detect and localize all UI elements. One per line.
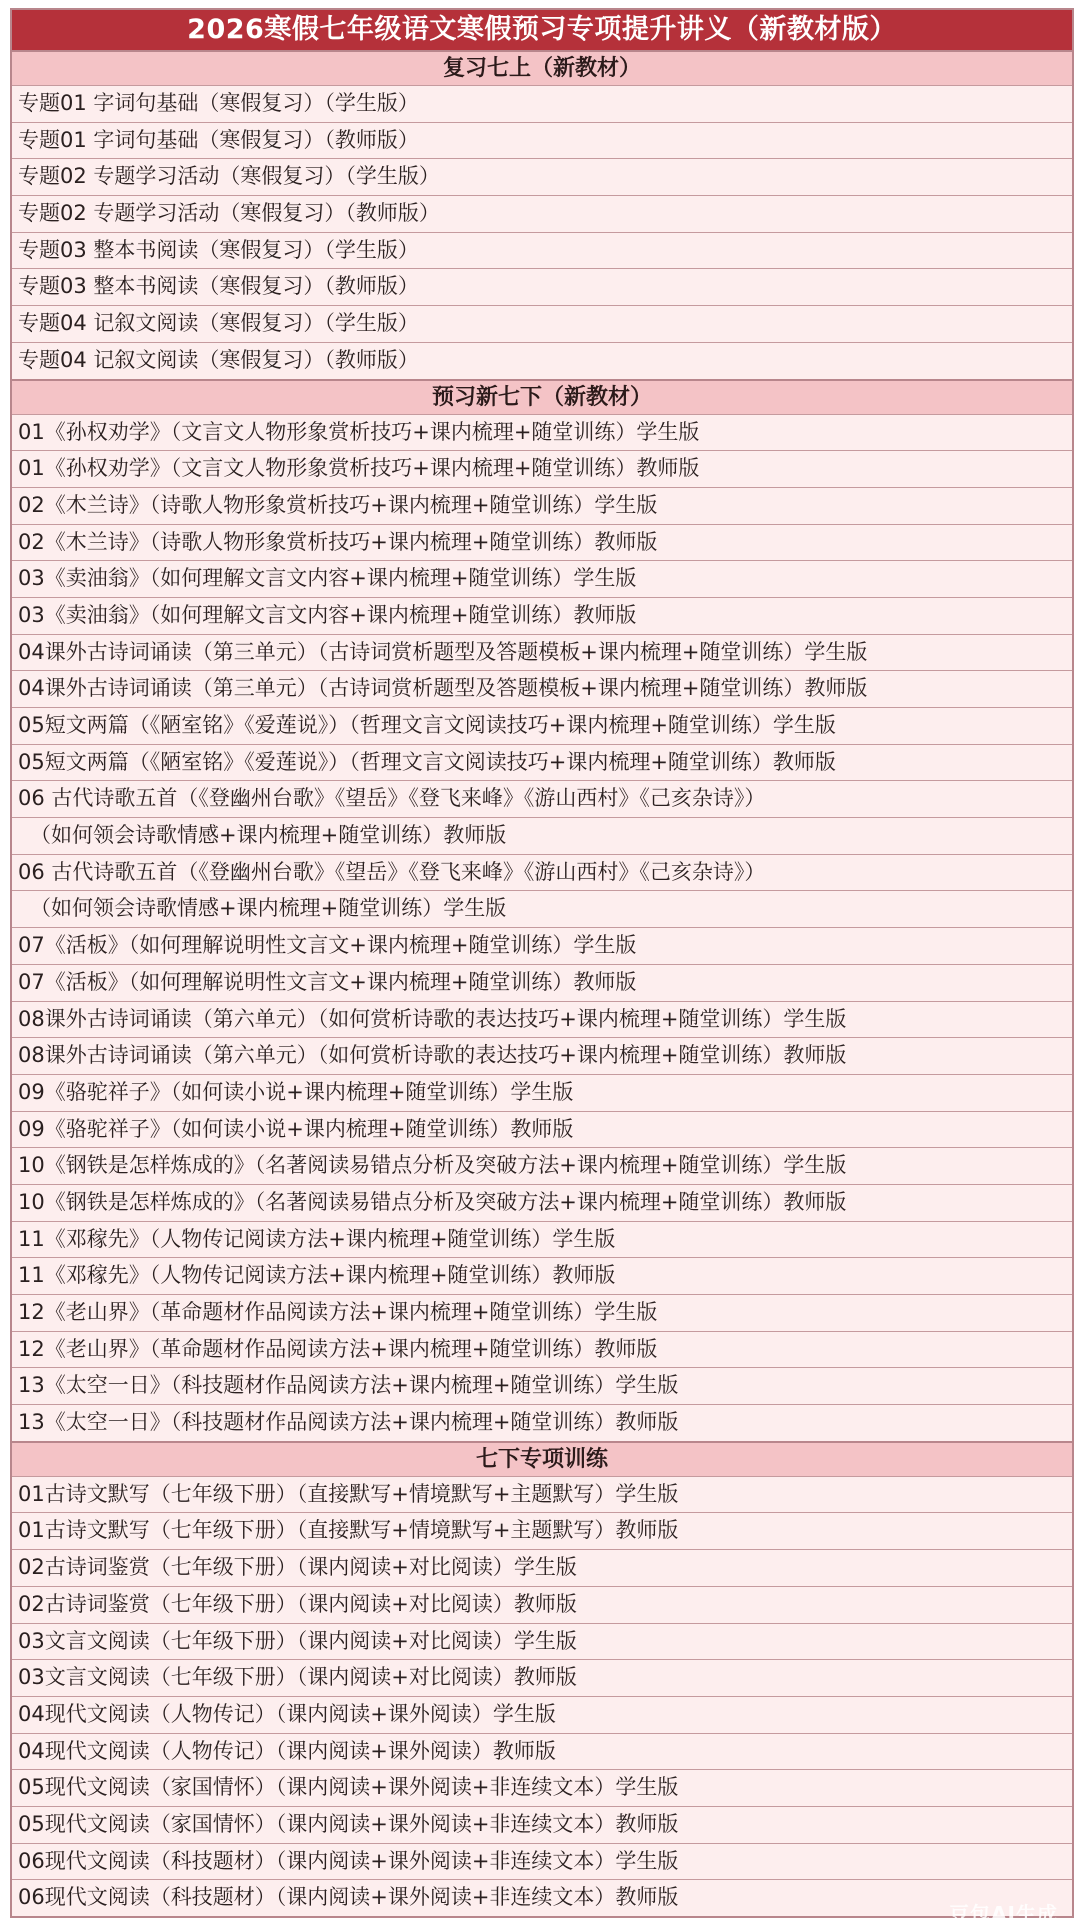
list-item: 08课外古诗词诵读（第六单元）（如何赏析诗歌的表达技巧+课内梳理+随堂训练）学生版 xyxy=(12,1001,1072,1038)
list-item: 13《太空一日》（科技题材作品阅读方法+课内梳理+随堂训练）教师版 xyxy=(12,1404,1072,1441)
list-item: 06 古代诗歌五首（《登幽州台歌》《望岳》《登飞来峰》《游山西村》《己亥杂诗》） xyxy=(12,854,1072,891)
list-item: 10《钢铁是怎样炼成的》（名著阅读易错点分析及突破方法+课内梳理+随堂训练）学生版 xyxy=(12,1147,1072,1184)
list-item: 10《钢铁是怎样炼成的》（名著阅读易错点分析及突破方法+课内梳理+随堂训练）教师版 xyxy=(12,1184,1072,1221)
list-item: 专题01 字词句基础（寒假复习）（教师版） xyxy=(12,122,1072,159)
list-item: 01古诗文默写（七年级下册）（直接默写+情境默写+主题默写）教师版 xyxy=(12,1512,1072,1549)
list-item: 12《老山界》（革命题材作品阅读方法+课内梳理+随堂训练）学生版 xyxy=(12,1294,1072,1331)
list-item: 专题04 记叙文阅读（寒假复习）（教师版） xyxy=(12,342,1072,379)
list-item: 专题04 记叙文阅读（寒假复习）（学生版） xyxy=(12,305,1072,342)
list-item: 02古诗词鉴赏（七年级下册）（课内阅读+对比阅读）教师版 xyxy=(12,1586,1072,1623)
list-item: 03《卖油翁》（如何理解文言文内容+课内梳理+随堂训练）教师版 xyxy=(12,597,1072,634)
list-item: 04课外古诗词诵读（第三单元）（古诗词赏析题型及答题模板+课内梳理+随堂训练）学生版 xyxy=(12,634,1072,671)
list-item: 05短文两篇（《陋室铭》《爱莲说》）（哲理文言文阅读技巧+课内梳理+随堂训练）教师版 xyxy=(12,744,1072,781)
list-item: 09《骆驼祥子》（如何读小说+课内梳理+随堂训练）教师版 xyxy=(12,1111,1072,1148)
list-item: 05现代文阅读（家国情怀）（课内阅读+课外阅读+非连续文本）教师版 xyxy=(12,1806,1072,1843)
list-item: 13《太空一日》（科技题材作品阅读方法+课内梳理+随堂训练）学生版 xyxy=(12,1367,1072,1404)
document-sheet xyxy=(10,8,1074,1918)
list-item: 04现代文阅读（人物传记）（课内阅读+课外阅读）学生版 xyxy=(12,1696,1072,1733)
sections-container xyxy=(12,50,1072,1916)
section-header: 预习新七下（新教材） xyxy=(12,379,1072,414)
list-item: 专题02 专题学习活动（寒假复习）（学生版） xyxy=(12,158,1072,195)
list-item: 03《卖油翁》（如何理解文言文内容+课内梳理+随堂训练）学生版 xyxy=(12,560,1072,597)
list-item: 01古诗文默写（七年级下册）（直接默写+情境默写+主题默写）学生版 xyxy=(12,1476,1072,1513)
section-header: 七下专项训练 xyxy=(12,1441,1072,1476)
list-item: （如何领会诗歌情感+课内梳理+随堂训练）教师版 xyxy=(12,817,1072,854)
list-item: 专题01 字词句基础（寒假复习）（学生版） xyxy=(12,85,1072,122)
list-item: 07《活板》（如何理解说明性文言文+课内梳理+随堂训练）学生版 xyxy=(12,927,1072,964)
list-item: （如何领会诗歌情感+课内梳理+随堂训练）学生版 xyxy=(12,890,1072,927)
list-item: 01《孙权劝学》（文言文人物形象赏析技巧+课内梳理+随堂训练）教师版 xyxy=(12,450,1072,487)
list-item: 06现代文阅读（科技题材）（课内阅读+课外阅读+非连续文本）学生版 xyxy=(12,1843,1072,1880)
list-item: 11《邓稼先》（人物传记阅读方法+课内梳理+随堂训练）学生版 xyxy=(12,1221,1072,1258)
list-item: 04现代文阅读（人物传记）（课内阅读+课外阅读）教师版 xyxy=(12,1733,1072,1770)
list-item: 06现代文阅读（科技题材）（课内阅读+课外阅读+非连续文本）教师版 xyxy=(12,1879,1072,1916)
list-item: 06 古代诗歌五首（《登幽州台歌》《望岳》《登飞来峰》《游山西村》《己亥杂诗》） xyxy=(12,780,1072,817)
list-item: 07《活板》（如何理解说明性文言文+课内梳理+随堂训练）教师版 xyxy=(12,964,1072,1001)
list-item: 09《骆驼祥子》（如何读小说+课内梳理+随堂训练）学生版 xyxy=(12,1074,1072,1111)
list-item: 05短文两篇（《陋室铭》《爱莲说》）（哲理文言文阅读技巧+课内梳理+随堂训练）学生版 xyxy=(12,707,1072,744)
list-item: 04课外古诗词诵读（第三单元）（古诗词赏析题型及答题模板+课内梳理+随堂训练）教师版 xyxy=(12,670,1072,707)
list-item: 08课外古诗词诵读（第六单元）（如何赏析诗歌的表达技巧+课内梳理+随堂训练）教师版 xyxy=(12,1037,1072,1074)
list-item: 05现代文阅读（家国情怀）（课内阅读+课外阅读+非连续文本）学生版 xyxy=(12,1769,1072,1806)
list-item: 12《老山界》（革命题材作品阅读方法+课内梳理+随堂训练）教师版 xyxy=(12,1331,1072,1368)
document-title: 2026寒假七年级语文寒假预习专项提升讲义（新教材版） xyxy=(12,10,1072,50)
list-item: 03文言文阅读（七年级下册）（课内阅读+对比阅读）学生版 xyxy=(12,1623,1072,1660)
list-item: 01《孙权劝学》（文言文人物形象赏析技巧+课内梳理+随堂训练）学生版 xyxy=(12,414,1072,451)
list-item: 03文言文阅读（七年级下册）（课内阅读+对比阅读）教师版 xyxy=(12,1659,1072,1696)
list-item: 专题03 整本书阅读（寒假复习）（学生版） xyxy=(12,232,1072,269)
list-item: 02《木兰诗》（诗歌人物形象赏析技巧+课内梳理+随堂训练）学生版 xyxy=(12,487,1072,524)
list-item: 专题03 整本书阅读（寒假复习）（教师版） xyxy=(12,268,1072,305)
list-item: 11《邓稼先》（人物传记阅读方法+课内梳理+随堂训练）教师版 xyxy=(12,1257,1072,1294)
list-item: 专题02 专题学习活动（寒假复习）（教师版） xyxy=(12,195,1072,232)
list-item: 02古诗词鉴赏（七年级下册）（课内阅读+对比阅读）学生版 xyxy=(12,1549,1072,1586)
list-item: 02《木兰诗》（诗歌人物形象赏析技巧+课内梳理+随堂训练）教师版 xyxy=(12,524,1072,561)
section-header: 复习七上（新教材） xyxy=(12,50,1072,85)
watermark: 豆包AI生成 xyxy=(949,1902,1058,1926)
